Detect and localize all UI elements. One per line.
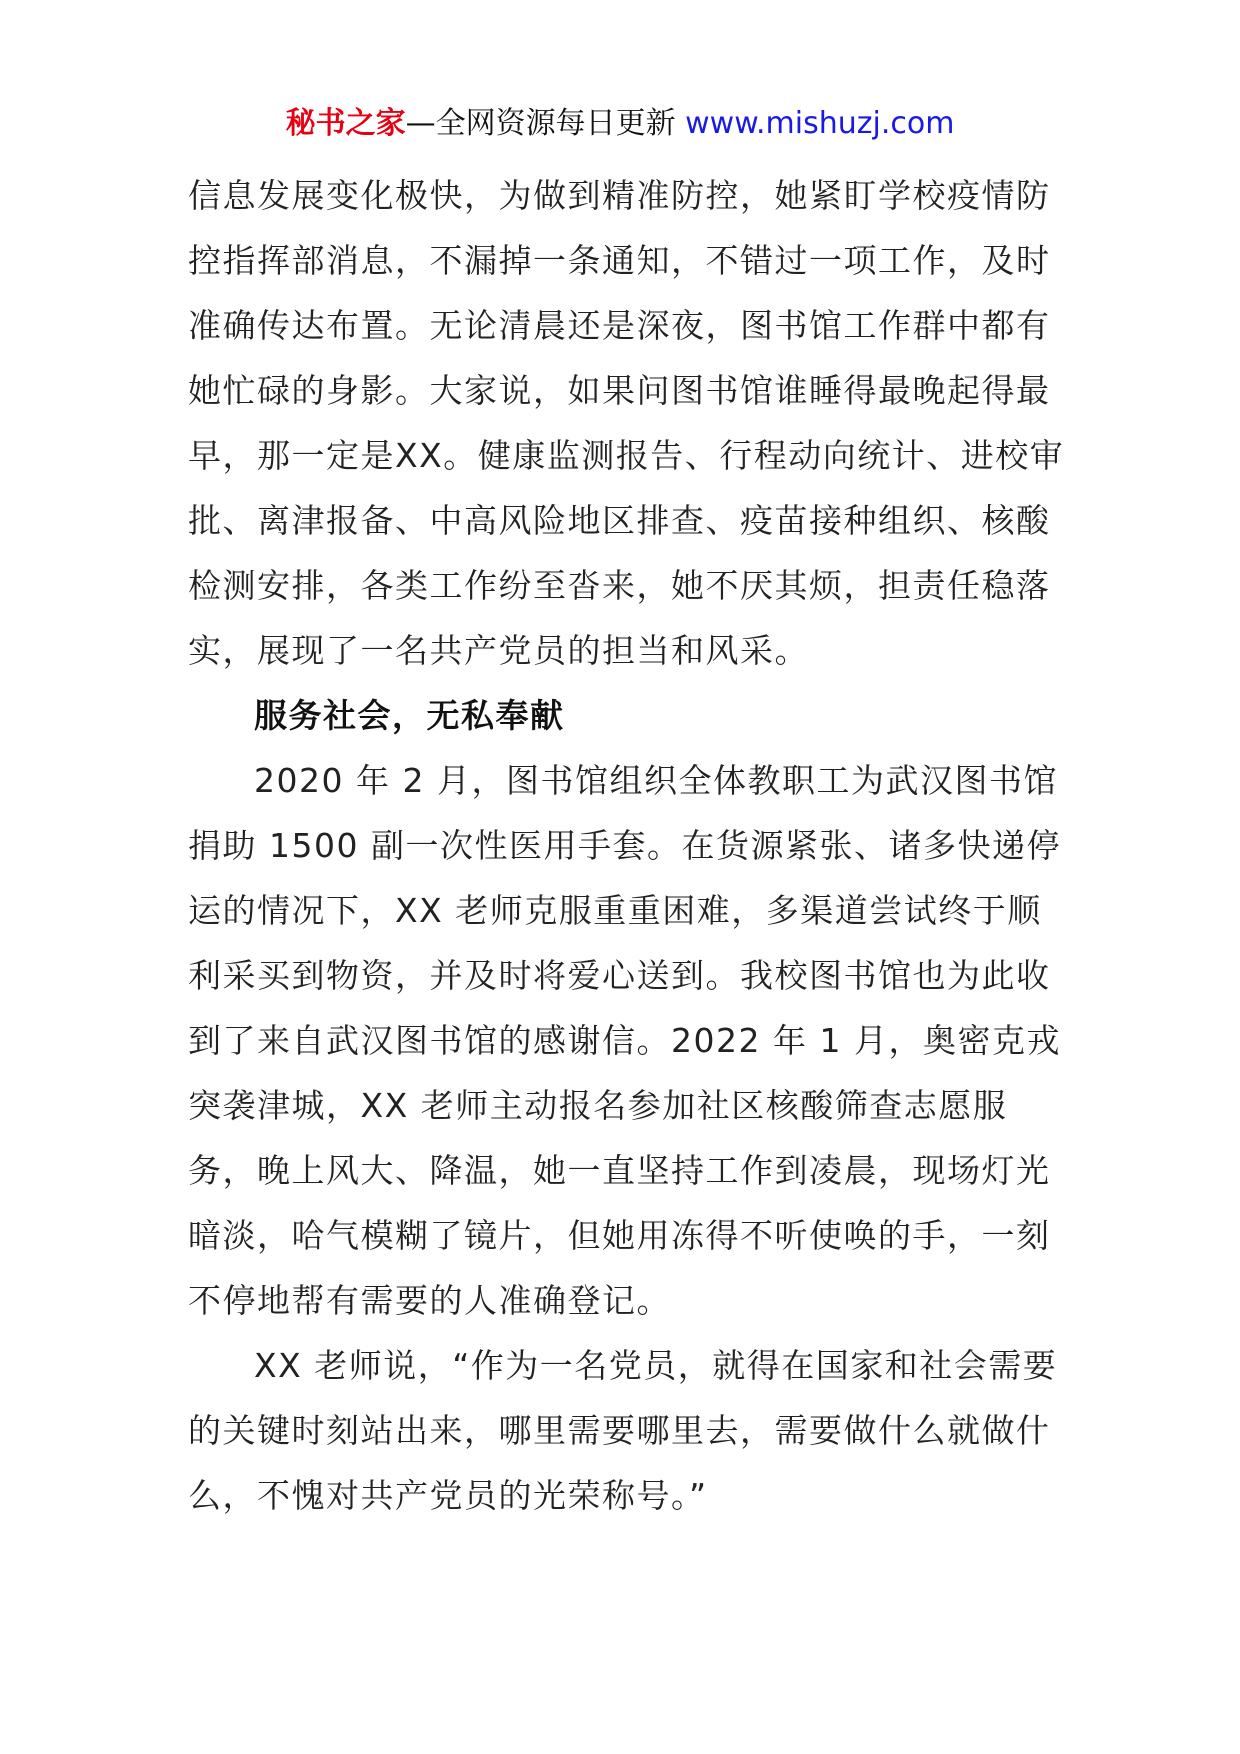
document-body <box>188 163 1068 1528</box>
page-header <box>0 104 1240 144</box>
section-heading: 服务社会，无私奉献 <box>254 696 565 735</box>
paragraph-3: XX 老师说，“作为一名党员，就得在国家和社会需要的关键时刻站出来，哪里需要哪里去，需要做什么就做什么，不愧对共产党员的光荣称号。” <box>188 1346 1058 1515</box>
site-url-link[interactable]: www.mishuzj.com <box>685 106 955 141</box>
paragraph-2: 2020 年 2 月，图书馆组织全体教职工为武汉图书馆捐助 1500 副一次性医用手套。在货源紧张、诸多快递停运的情况下，XX 老师克服重重困难，多渠道尝试终于顺利采买到物资，并及时将爱心送到。我校图书馆也为此收到了来自武汉图书馆的感谢信。2022 年 1 月，奥密克戎突袭津城，XX 老师主动报名参加社区核酸筛查志愿服务，晚上风大、降温，她一直坚持工作到凌晨，现场灯光暗淡，哈气模糊了镜片，但她用冻得不听使唤的手，一刻不停地帮有需要的人准确登记。 <box>188 761 1061 1320</box>
brand-name: 秘书之家 <box>285 106 406 141</box>
paragraph-1: 信息发展变化极快，为做到精准防控，她紧盯学校疫情防控指挥部消息，不漏掉一条通知，不错过一项工作，及时准确传达布置。无论清晨还是深夜，图书馆工作群中都有她忙碌的身影。大家说，如果问图书馆谁睡得最晚起得最早，那一定是XX。健康监测报告、行程动向统计、进校审批、离津报备、中高风险地区排查、疫苗接种组织、核酸检测安排，各类工作纷至沓来，她不厌其烦，担责任稳落实，展现了一名共产党员的担当和风采。 <box>188 176 1065 670</box>
header-tagline: —全网资源每日更新 <box>405 106 676 141</box>
